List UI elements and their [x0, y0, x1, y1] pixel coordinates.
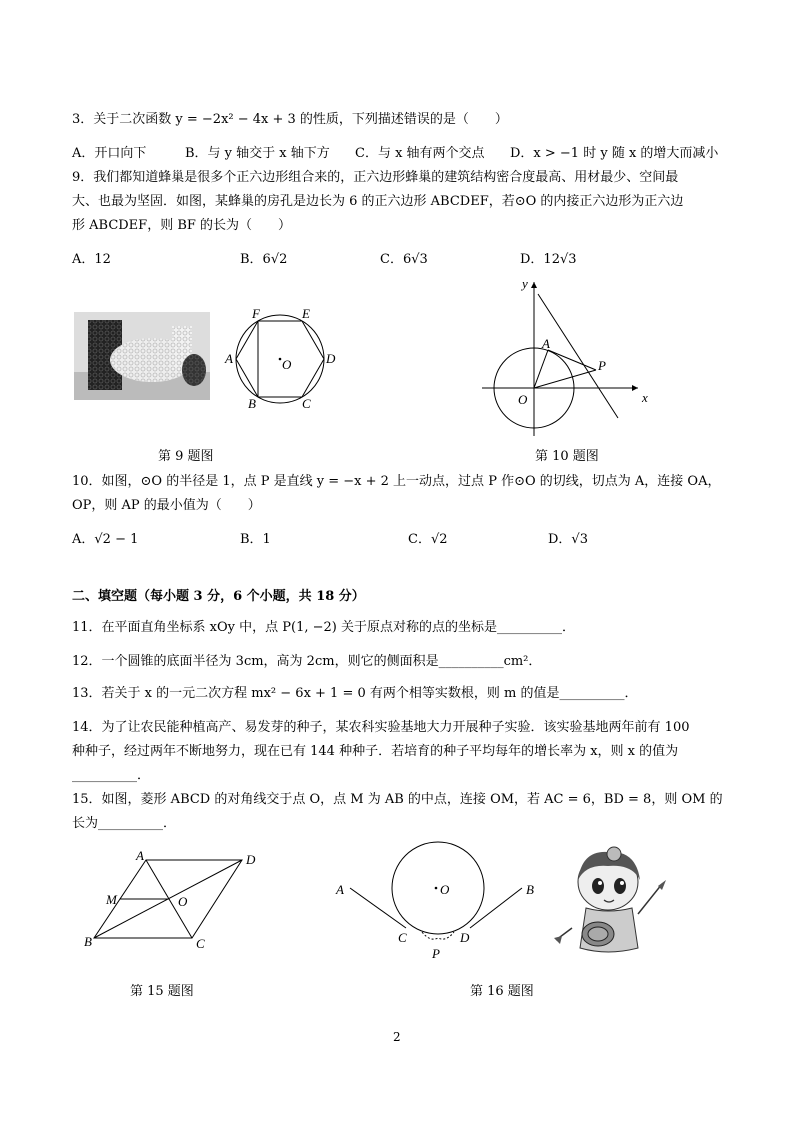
q14-line1: 14．为了让农民能种植高产、易发芽的种子，某农科实验基地大力开展种子实验．该实验基地两年前有 100 [72, 720, 690, 735]
fig16-caption: 第 16 题图 [470, 984, 534, 999]
fig16-label-d: D [460, 930, 470, 945]
fig15-caption: 第 15 题图 [130, 984, 194, 999]
fig16-label-c: C [398, 930, 407, 945]
fig9-label-c: C [302, 396, 311, 411]
page-number: 2 [393, 1030, 401, 1044]
q10-line2: OP，则 AP 的最小值为（ ） [72, 498, 261, 513]
fig16-label-a: A [336, 882, 344, 897]
fig9-label-b: B [248, 396, 256, 411]
q9-option-c: C．6√3 [380, 252, 428, 267]
fig9-label-d: D [326, 351, 336, 366]
q14-line3: __________． [72, 768, 151, 783]
q12-text: 12．一个圆锥的底面半径为 3cm，高为 2cm，则它的侧面积是__________cm²． [72, 654, 542, 669]
fig15-label-a: A [136, 848, 144, 863]
figure-10 [478, 276, 658, 442]
q3-option-a: A．开口向下 [72, 146, 147, 161]
q14-line2: 种种子，经过两年不断地努力，现在已有 144 种种子．若培育的种子平均每年的增长率为 x，则 x 的值为 [72, 744, 679, 759]
fig9-label-a: A [225, 351, 233, 366]
fig10-label-y: y [522, 276, 528, 291]
q9-line3: 形 ABCDEF，则 BF 的长为（ ） [72, 218, 292, 233]
q3-option-d: D．x > −1 时 y 随 x 的增大而减小 [510, 146, 719, 161]
q3-option-b: B．与 y 轴交于 x 轴下方 [185, 146, 330, 161]
q15-line2: 长为__________． [72, 816, 177, 831]
fig9-label-e: E [302, 306, 310, 321]
fig16-circle [392, 842, 484, 934]
fig15-label-b: B [84, 934, 92, 949]
cartoon-girl-illustration [552, 844, 670, 962]
fig16-tangent-ac [350, 888, 406, 928]
q13-text: 13．若关于 x 的一元二次方程 mx² − 6x + 1 = 0 有两个相等实数根，则 m 的值是__________． [72, 686, 638, 701]
q9-line2: 大、也最为坚固．如图，某蜂巢的房孔是边长为 6 的正六边形 ABCDEF，若⊙O 的内接正六边形为正六边 [72, 194, 684, 209]
q9-option-b: B．6√2 [240, 252, 288, 267]
fig15-label-d: D [246, 852, 256, 867]
q9-line1: 9．我们都知道蜂巢是很多个正六边形组合来的，正六边形蜂巢的建筑结构密合度最高、用材最少、空间最 [72, 170, 679, 185]
fig10-line [538, 294, 618, 418]
fig10-label-a: A [542, 336, 550, 351]
fig10-segment-ap [548, 350, 596, 370]
fig10-label-o: O [518, 392, 528, 407]
fig9-caption: 第 9 题图 [158, 449, 214, 464]
honeycomb-photo [74, 312, 210, 400]
q10-option-b: B．1 [240, 532, 271, 547]
fig15-label-c: C [196, 936, 205, 951]
fig10-caption: 第 10 题图 [535, 449, 599, 464]
section2-title: 二、填空题（每小题 3 分，6 个小题，共 18 分） [72, 589, 365, 604]
fig10-label-p: P [598, 358, 606, 373]
q3-stem: 3．关于二次函数 y = −2x² − 4x + 3 的性质，下列描述错误的是（ ） [72, 112, 508, 127]
fig16-label-p: P [432, 946, 440, 961]
q11-text: 11．在平面直角坐标系 xOy 中，点 P(1, −2) 关于原点对称的点的坐标是__________． [72, 620, 575, 635]
figure-16 [330, 838, 546, 962]
fig15-label-o: O [178, 894, 188, 909]
figure-15 [82, 848, 272, 954]
fig10-segment-op [534, 370, 596, 388]
fig15-label-m: M [106, 892, 117, 907]
fig16-center-dot [435, 887, 438, 890]
fig10-label-x: x [642, 390, 648, 405]
q10-option-a: A．√2 − 1 [72, 532, 139, 547]
fig9-label-o: O [282, 357, 292, 372]
q15-line1: 15．如图，菱形 ABCD 的对角线交于点 O，点 M 为 AB 的中点，连接 OM，若 AC = 6，BD = 8，则 OM 的 [72, 792, 723, 807]
q9-option-d: D．12√3 [520, 252, 577, 267]
fig16-tangent-bd [470, 888, 522, 928]
fig9-label-f: F [252, 306, 260, 321]
fig16-label-o: O [440, 882, 450, 897]
fig16-label-b: B [526, 882, 534, 897]
fig10-segment-oa [534, 350, 548, 388]
q10-option-d: D．√3 [548, 532, 588, 547]
q10-option-c: C．√2 [408, 532, 448, 547]
fig9-center-dot [279, 358, 282, 361]
q9-option-a: A．12 [72, 252, 111, 267]
figure-9 [222, 304, 342, 412]
q10-line1: 10．如图，⊙O 的半径是 1，点 P 是直线 y = −x + 2 上一动点，过点 P 作⊙O 的切线，切点为 A，连接 OA， [72, 474, 721, 489]
q3-option-c: C．与 x 轴有两个交点 [355, 146, 485, 161]
